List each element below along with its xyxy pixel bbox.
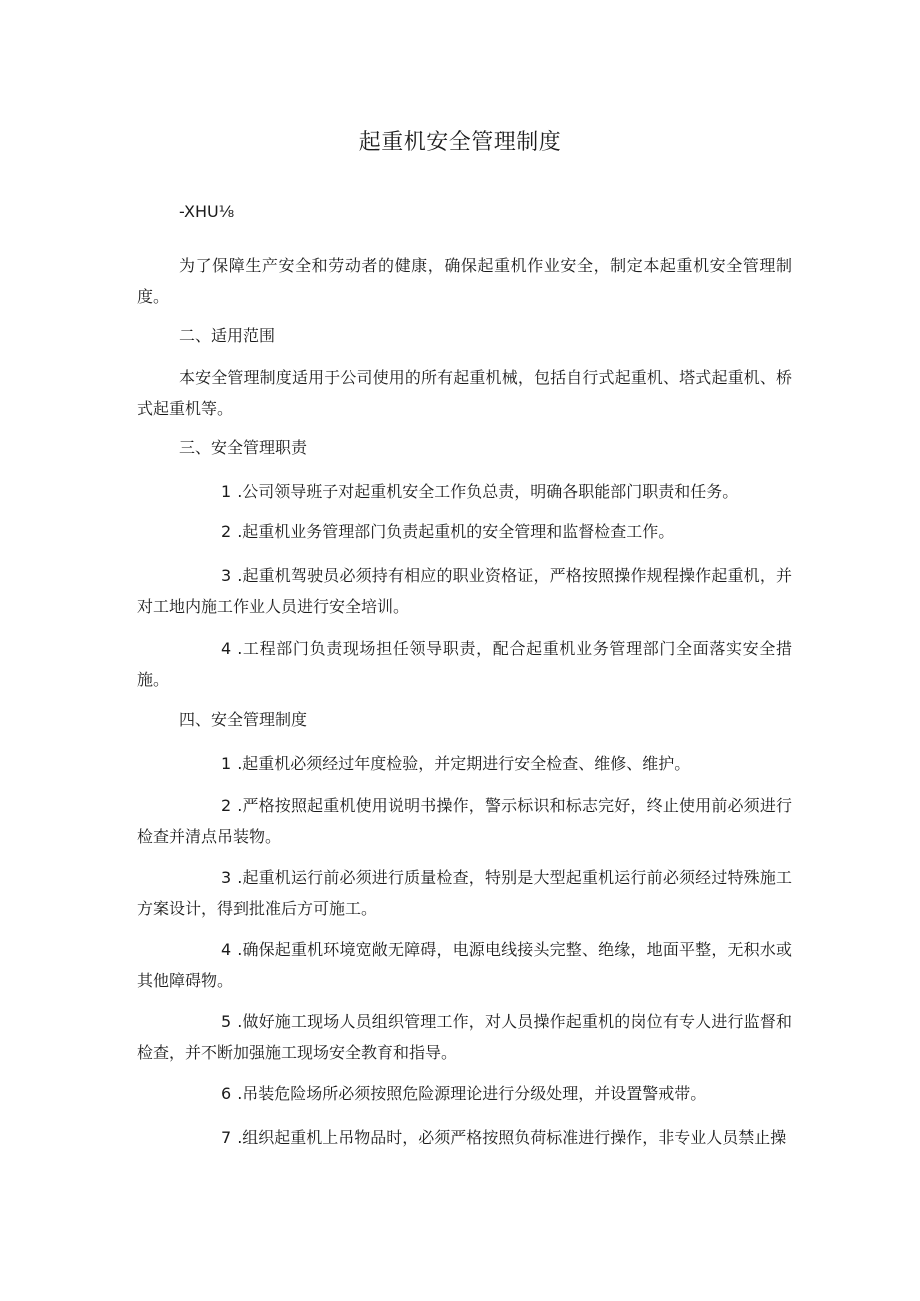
- section-heading-rules: 四、安全管理制度: [179, 710, 308, 729]
- list-item-responsibility-2: 2 .起重机业务管理部门负责起重机的安全管理和监督检查工作。: [137, 516, 792, 547]
- list-item-number: 2: [221, 796, 232, 815]
- list-item-number: 1: [221, 754, 232, 773]
- list-item-rule-2: 2 .严格按照起重机使用说明书操作，警示标识和标志完好，终止使用前必须进行检查并清点吊装物。: [137, 790, 792, 852]
- section-heading-scope: 二、适用范围: [179, 326, 276, 345]
- list-item-responsibility-1: 1 .公司领导班子对起重机安全工作负总责，明确各职能部门职责和任务。: [137, 476, 792, 507]
- list-item-number: 3: [221, 566, 232, 585]
- list-item-responsibility-4: 4 .工程部门负责现场担任领导职责，配合起重机业务管理部门全面落实安全措施。: [137, 633, 792, 695]
- paragraph-intro-heading: -XHU⅛: [179, 202, 235, 221]
- list-item-rule-5: 5 .做好施工现场人员组织管理工作，对人员操作起重机的岗位有专人进行监督和检查，并不断加强施工现场安全教育和指导。: [137, 1006, 792, 1068]
- list-item-rule-4: 4 .确保起重机环境宽敞无障碍，电源电线接头完整、绝缘，地面平整，无积水或其他障碍物。: [137, 934, 792, 996]
- section-heading-responsibilities: 三、安全管理职责: [179, 438, 308, 457]
- list-item-number: 3: [221, 868, 232, 887]
- list-item-number: 4: [221, 639, 232, 658]
- list-item-number: 7: [221, 1128, 232, 1147]
- list-item-responsibility-3: 3 .起重机驾驶员必须持有相应的职业资格证，严格按照操作规程操作起重机，并对工地内施工作业人员进行安全培训。: [137, 560, 792, 622]
- list-item-number: 1: [221, 482, 232, 501]
- list-item-number: 4: [221, 940, 232, 959]
- list-item-number: 6: [221, 1084, 232, 1103]
- list-item-rule-3: 3 .起重机运行前必须进行质量检查，特别是大型起重机运行前必须经过特殊施工方案设计，得到批准后方可施工。: [137, 862, 792, 924]
- list-item-number: 2: [221, 522, 232, 541]
- document-title: 起重机安全管理制度: [358, 130, 562, 155]
- paragraph-purpose: 为了保障生产安全和劳动者的健康，确保起重机作业安全，制定本起重机安全管理制度。: [137, 256, 792, 306]
- list-item-rule-6: 6 .吊装危险场所必须按照危险源理论进行分级处理，并设置警戒带。: [137, 1078, 792, 1109]
- list-item-rule-1: 1 .起重机必须经过年度检验，并定期进行安全检查、维修、维护。: [137, 748, 792, 779]
- paragraph-scope: 本安全管理制度适用于公司使用的所有起重机械，包括自行式起重机、塔式起重机、桥式起重机等。: [137, 368, 792, 418]
- list-item-rule-7: 7 .组织起重机上吊物品时，必须严格按照负荷标准进行操作，非专业人员禁止操: [137, 1122, 792, 1153]
- list-item-number: 5: [221, 1012, 232, 1031]
